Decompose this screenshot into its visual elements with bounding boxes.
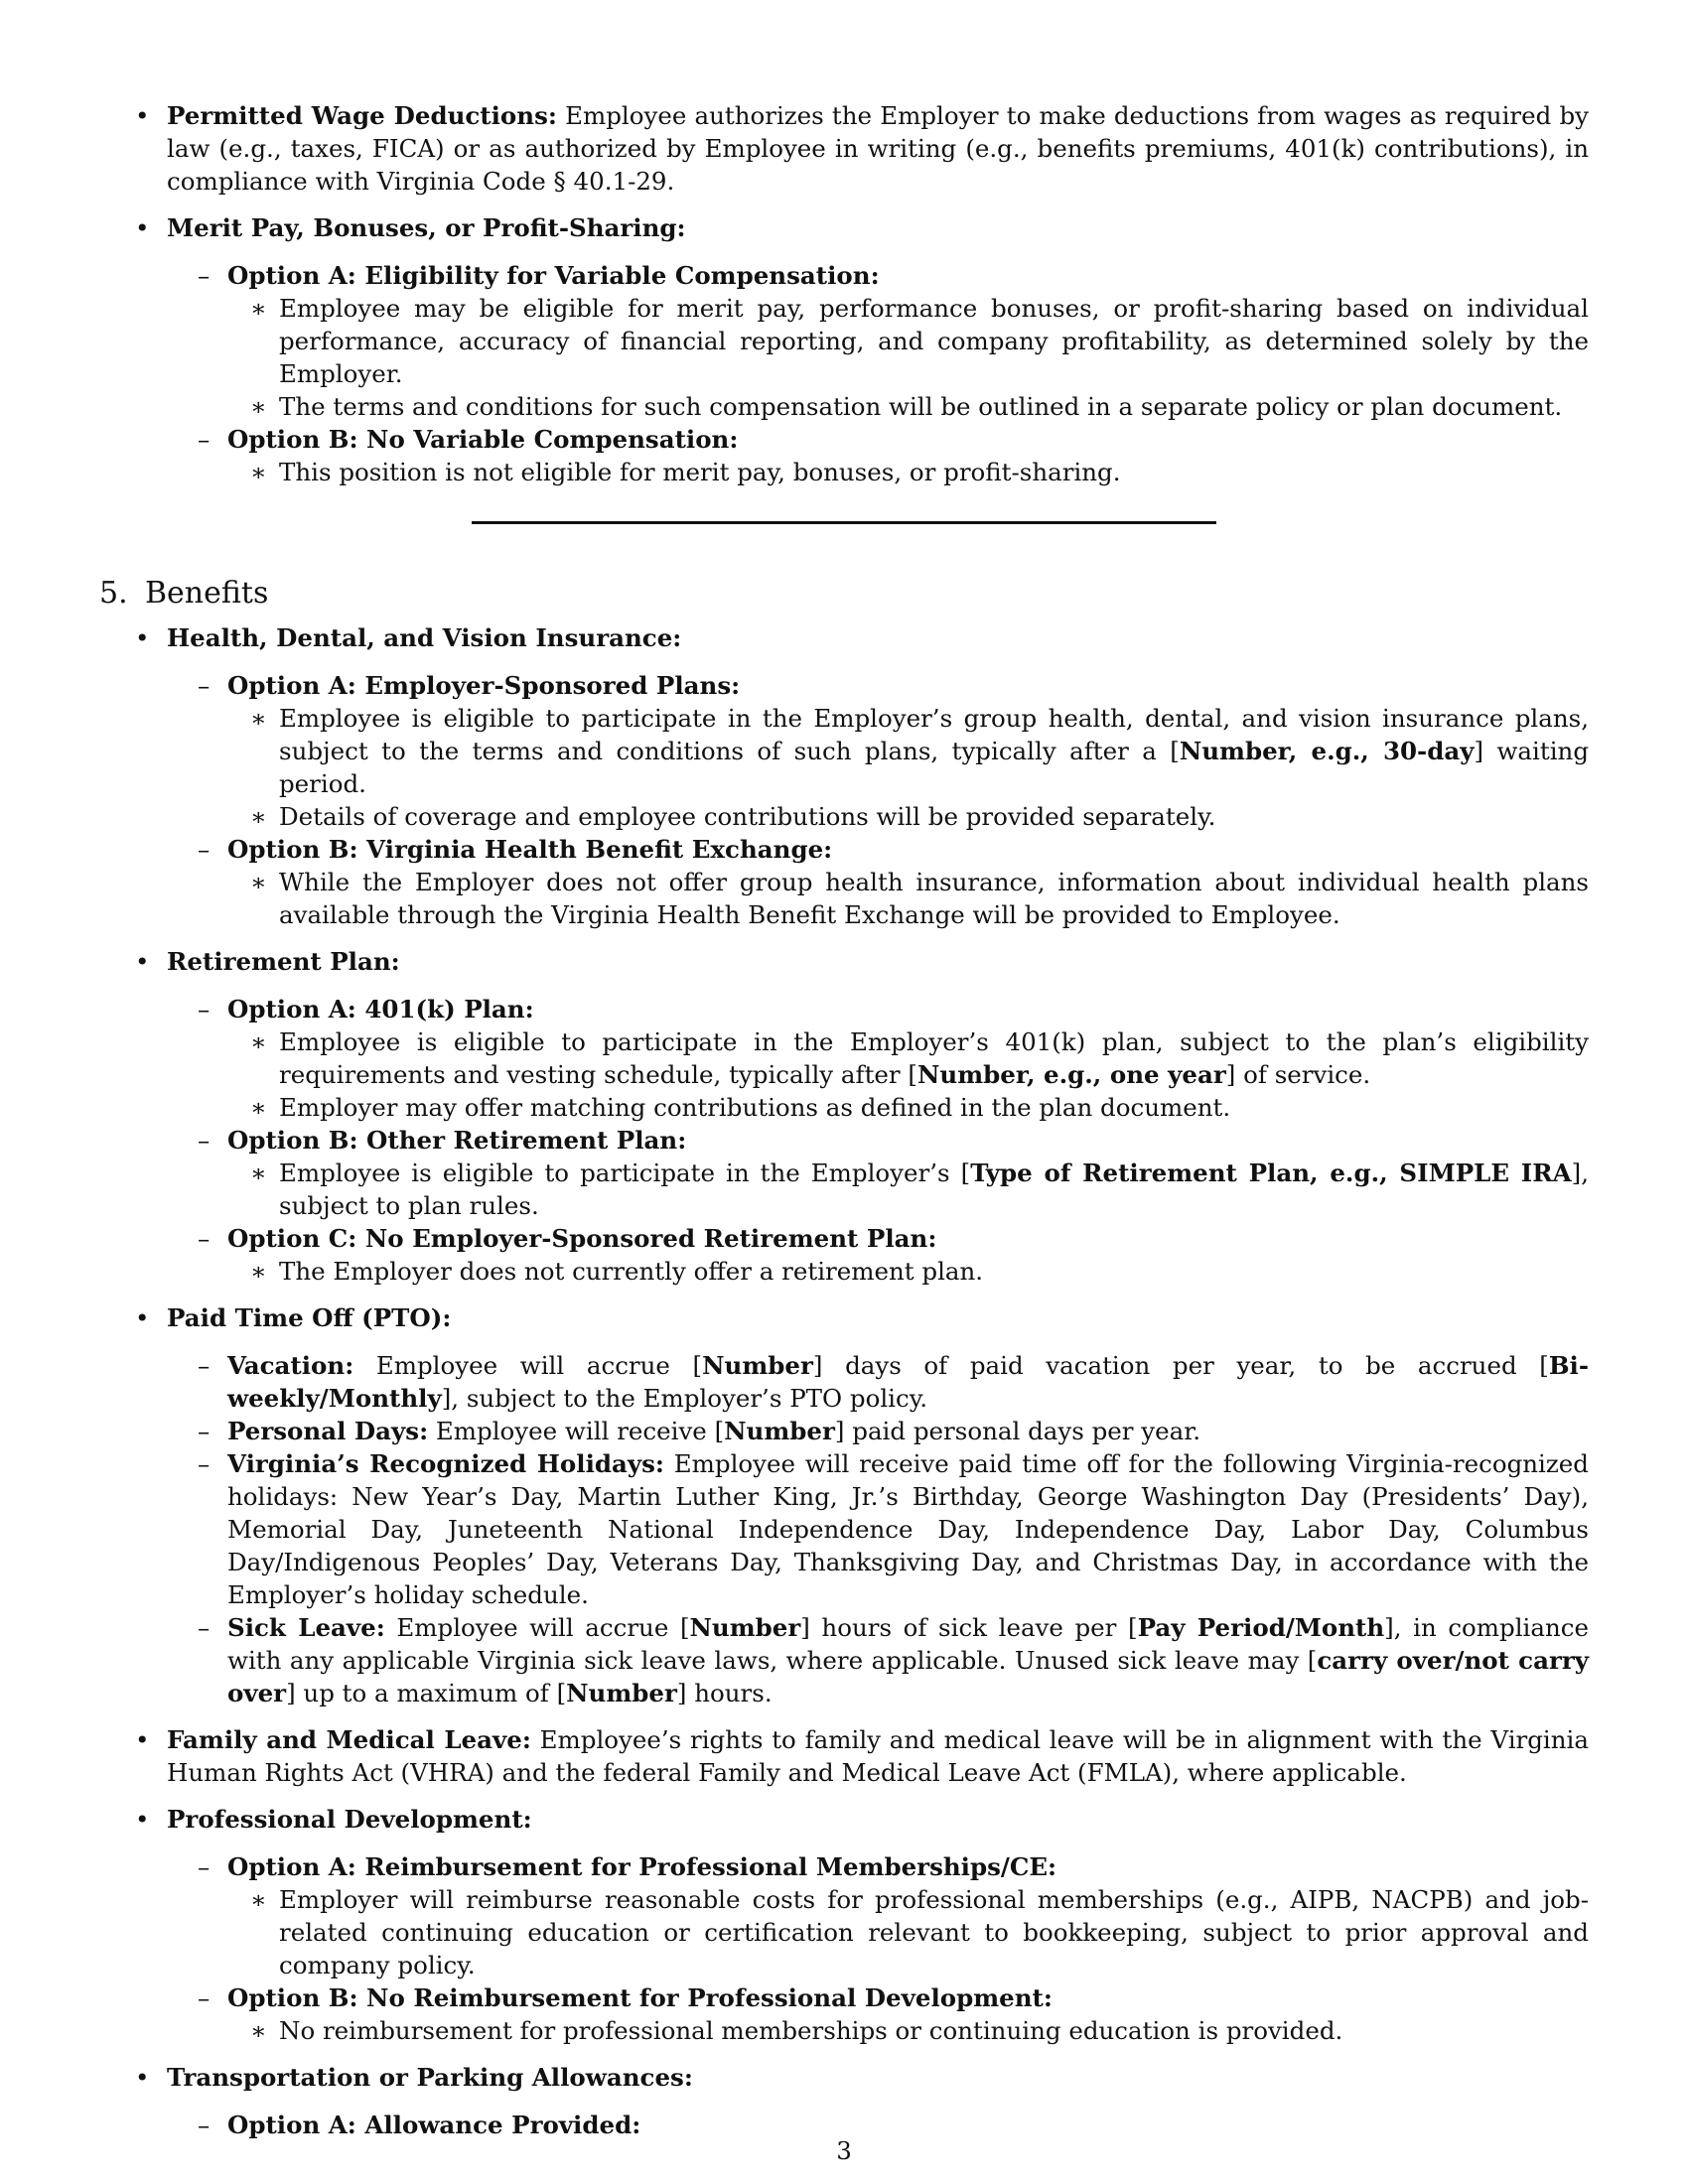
option-retirement-c: [99, 1222, 1589, 1255]
option-prodev-b: [99, 1981, 1589, 2014]
list-item-family-medical-leave: [99, 1723, 1589, 1789]
option-retirement-a: [99, 993, 1589, 1025]
pto-text: ] paid personal days per year.: [834, 1417, 1201, 1445]
bullet-marker: •: [135, 623, 150, 652]
item-label: Professional Development:: [167, 1805, 532, 1834]
option-label: Option A: 401(k) Plan:: [227, 995, 534, 1024]
list-item-professional-development: [99, 1803, 1589, 1836]
dash-marker: –: [198, 1852, 211, 1881]
sub-bullet-text: ] of service.: [1225, 1060, 1371, 1089]
dash-marker: –: [198, 425, 211, 454]
item-label: Health, Dental, and Vision Insurance:: [167, 623, 682, 652]
option-health-a: [99, 669, 1589, 702]
pto-text: Employee will accrue [: [384, 1613, 690, 1642]
dash-marker: –: [198, 671, 211, 700]
sub-bullet-text: Employer may offer matching contributions as defined in the plan document.: [279, 1093, 1231, 1122]
dash-marker: –: [198, 1983, 211, 2012]
pto-label: Virginia’s Recognized Holidays:: [227, 1449, 664, 1478]
star-marker: ∗: [250, 704, 267, 733]
pto-text: ] days of paid vacation per year, to be accrued [: [812, 1351, 1549, 1380]
sub-bullet: [99, 390, 1589, 423]
pto-holidays: [99, 1447, 1589, 1611]
item-label: Retirement Plan:: [167, 947, 400, 976]
item-label: Merit Pay, Bonuses, or Profit-Sharing:: [167, 213, 686, 242]
item-label: Family and Medical Leave:: [167, 1725, 531, 1754]
bullet-marker: •: [135, 2063, 150, 2092]
option-label: Option B: No Variable Compensation:: [227, 425, 739, 454]
bullet-marker: •: [135, 947, 150, 976]
option-label: Option B: No Reimbursement for Professional Development:: [227, 1983, 1053, 2012]
bullet-marker: •: [135, 213, 150, 242]
sub-bullet: [99, 1025, 1589, 1091]
pto-text: Employee will accrue [: [353, 1351, 703, 1380]
option-label: Option C: No Employer-Sponsored Retirement Plan:: [227, 1224, 937, 1253]
page-number: 3: [836, 2136, 852, 2165]
bullet-marker: •: [135, 101, 150, 130]
section-heading-benefits: [99, 574, 1589, 614]
sub-bullet-text: Employee may be eligible for merit pay, performance bonuses, or profit-sharing based on individual performance, accuracy of financial reporting, and company profitability, as determined solely by the Employer.: [279, 294, 1589, 388]
placeholder-field: Number: [566, 1679, 677, 1707]
item-label: Transportation or Parking Allowances:: [167, 2063, 693, 2092]
placeholder-field: Bi-weekly/Monthly: [227, 1351, 1590, 1413]
sub-bullet: [99, 1883, 1589, 1981]
placeholder-field: Number, e.g., one year: [917, 1060, 1226, 1089]
option-label: Option B: Other Retirement Plan:: [227, 1126, 687, 1155]
sub-bullet: [99, 292, 1589, 390]
placeholder-field: carry over/not carry over: [227, 1646, 1589, 1707]
section-title-text: Benefits: [145, 576, 269, 611]
list-item-transportation: [99, 2061, 1589, 2094]
sub-bullet: [99, 1091, 1589, 1124]
dash-marker: –: [198, 261, 211, 290]
pto-text: Employee will receive paid time off for the following Virginia-recognized holidays: New Year’s Day, Martin Luther King, Jr.’s Birthday, George Washington Day (Presidents’ Day), Memorial Day, Juneteenth National Independence Day, Independence Day, Labor Day, Columbus Day/Indigenous Peoples’ Day, Veterans Day, Thanksgiving Day, and Christmas Day, in accordance with the Employer’s holiday schedule.: [227, 1449, 1589, 1609]
star-marker: ∗: [250, 392, 267, 421]
dash-marker: –: [198, 1351, 211, 1380]
dash-marker: –: [198, 995, 211, 1024]
placeholder-field: Number: [702, 1351, 813, 1380]
option-label: Option A: Allowance Provided:: [227, 2111, 641, 2139]
option-label: Option B: Virginia Health Benefit Exchange:: [227, 835, 833, 864]
pto-personal-days: [99, 1415, 1589, 1447]
sub-bullet-text: ], subject to plan rules.: [279, 1159, 1589, 1220]
sub-bullet-text: Employee is eligible to participate in the Employer’s [: [279, 1159, 971, 1187]
pto-text: Employee will receive [: [428, 1417, 725, 1445]
sub-bullet-text: Employee is eligible to participate in the Employer’s 401(k) plan, subject to the plan’s eligibility requirements and vesting schedule, typically after [: [279, 1027, 1589, 1089]
sub-bullet-text: ] waiting period.: [279, 737, 1590, 798]
star-marker: ∗: [250, 458, 267, 486]
item-text: Employee authorizes the Employer to make deductions from wages as required by law (e.g., taxes, FICA) or as authorized by Employee in writing (e.g., benefits premiums, 401(k) contributions), in compliance with Virginia Code § 40.1-29.: [167, 101, 1589, 196]
page-content: [99, 99, 1589, 2141]
pto-text: ], subject to the Employer’s PTO policy.: [441, 1384, 928, 1413]
star-marker: ∗: [250, 868, 267, 896]
star-marker: ∗: [250, 1027, 267, 1056]
dash-marker: –: [198, 1126, 211, 1155]
placeholder-field: Number: [689, 1613, 801, 1642]
sub-bullet-text: Details of coverage and employee contributions will be provided separately.: [279, 802, 1216, 831]
dash-marker: –: [198, 1224, 211, 1253]
pto-text: ] up to a maximum of [: [286, 1679, 567, 1707]
sub-bullet-text: This position is not eligible for merit pay, bonuses, or profit-sharing.: [279, 458, 1121, 486]
placeholder-field: Type of Retirement Plan, e.g., SIMPLE IRA: [970, 1159, 1572, 1187]
placeholder-field: Pay Period/Month: [1137, 1613, 1385, 1642]
option-label: Option A: Eligibility for Variable Compensation:: [227, 261, 880, 290]
star-marker: ∗: [250, 1885, 267, 1914]
list-item-paid-time-off: [99, 1301, 1589, 1334]
dash-marker: –: [198, 1449, 211, 1478]
pto-label: Vacation:: [227, 1351, 354, 1380]
option-retirement-b: [99, 1124, 1589, 1157]
option-prodev-a: [99, 1850, 1589, 1883]
dash-marker: –: [198, 1613, 211, 1642]
item-label: Paid Time Off (PTO):: [167, 1303, 452, 1332]
list-item-retirement-plan: [99, 945, 1589, 978]
pto-vacation: [99, 1349, 1589, 1415]
bullet-marker: •: [135, 1303, 150, 1332]
section-number: 5.: [99, 576, 128, 611]
sub-bullet-text: The terms and conditions for such compensation will be outlined in a separate policy or plan document.: [279, 392, 1563, 421]
dash-marker: –: [198, 835, 211, 864]
star-marker: ∗: [250, 1159, 267, 1187]
sub-bullet: [99, 866, 1589, 931]
sub-bullet: [99, 456, 1589, 488]
star-marker: ∗: [250, 1093, 267, 1122]
placeholder-field: Number: [724, 1417, 835, 1445]
sub-bullet-text: Employer will reimburse reasonable costs for professional memberships (e.g., AIPB, NACPB) and job-related continuing education or certification relevant to bookkeeping, subject to prior approval and company policy.: [279, 1885, 1589, 1979]
dash-marker: –: [198, 1417, 211, 1445]
pto-text: ] hours.: [676, 1679, 773, 1707]
sub-bullet-text: While the Employer does not offer group health insurance, information about individual health plans available through the Virginia Health Benefit Exchange will be provided to Employee.: [279, 868, 1589, 929]
pto-text: ], in compliance with any applicable Virginia sick leave laws, where applicable. Unused sick leave may [: [227, 1613, 1589, 1675]
placeholder-field: Number, e.g., 30-day: [1179, 737, 1475, 765]
bullet-marker: •: [135, 1725, 150, 1754]
dash-marker: –: [198, 2111, 211, 2139]
star-marker: ∗: [250, 2016, 267, 2045]
option-label: Option A: Reimbursement for Professional Memberships/CE:: [227, 1852, 1057, 1881]
sub-bullet: [99, 702, 1589, 800]
sub-bullet-text: The Employer does not currently offer a retirement plan.: [279, 1257, 984, 1286]
star-marker: ∗: [250, 802, 267, 831]
item-label: Permitted Wage Deductions:: [167, 101, 557, 130]
option-merit-a: [99, 259, 1589, 292]
list-item-wage-deductions: [99, 99, 1589, 198]
sub-bullet-text: Employee is eligible to participate in the Employer’s group health, dental, and vision insurance plans, subject to the terms and conditions of such plans, typically after a [: [279, 704, 1589, 765]
pto-text: ] hours of sick leave per [: [800, 1613, 1138, 1642]
sub-bullet: [99, 2014, 1589, 2047]
pto-label: Personal Days:: [227, 1417, 429, 1445]
list-item-health-insurance: [99, 621, 1589, 654]
star-marker: ∗: [250, 1257, 267, 1286]
sub-bullet: [99, 1157, 1589, 1222]
option-label: Option A: Employer-Sponsored Plans:: [227, 671, 741, 700]
pto-sick-leave: [99, 1611, 1589, 1709]
sub-bullet: [99, 800, 1589, 833]
list-item-merit-pay: [99, 211, 1589, 244]
option-merit-b: [99, 423, 1589, 456]
sub-bullet-text: No reimbursement for professional memberships or continuing education is provided.: [279, 2016, 1343, 2045]
pto-label: Sick Leave:: [227, 1613, 385, 1642]
star-marker: ∗: [250, 294, 267, 323]
item-text: Employee’s rights to family and medical leave will be in alignment with the Virginia Human Rights Act (VHRA) and the federal Family and Medical Leave Act (FMLA), where applicable.: [167, 1725, 1589, 1787]
option-health-b: [99, 833, 1589, 866]
section-divider: [472, 521, 1216, 524]
sub-bullet: [99, 1255, 1589, 1288]
bullet-marker: •: [135, 1805, 150, 1834]
